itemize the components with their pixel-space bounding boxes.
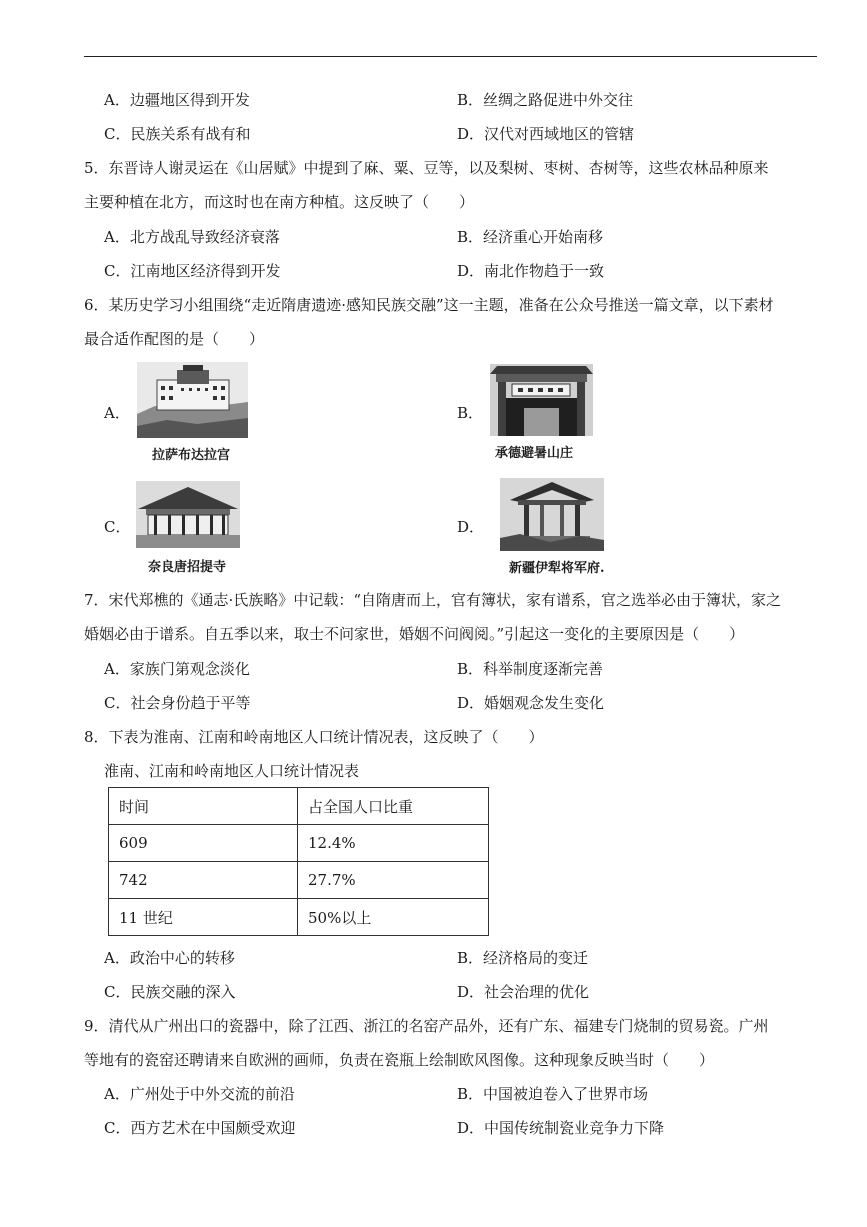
option-letter: B． (457, 660, 484, 678)
table-cell: 609 (109, 825, 298, 862)
option-text: 政治中心的转移 (129, 949, 235, 967)
population-table (108, 787, 489, 936)
q8-option-b[interactable] (457, 948, 588, 968)
option-text: 社会身份趋于平等 (130, 694, 251, 712)
option-text: 科举制度逐渐完善 (483, 660, 604, 678)
q4-option-a[interactable] (104, 90, 250, 110)
q6-option-a-caption: 拉萨布达拉宫 (152, 448, 231, 463)
option-text: 经济格局的变迁 (483, 949, 589, 967)
option-letter: A． (104, 1085, 130, 1103)
option-letter: B． (457, 228, 484, 246)
chengde-resort-photo[interactable] (490, 364, 593, 436)
option-letter: A． (104, 660, 130, 678)
q6-option-c-letter[interactable]: C． (104, 518, 131, 536)
option-letter: A． (104, 228, 130, 246)
q5-stem-line-2: 主要种植在北方，而这时也在南方种植。这反映了（ ） (84, 193, 475, 211)
q4-option-d[interactable] (457, 124, 634, 144)
option-text: 北方战乱导致经济衰落 (129, 228, 280, 246)
table-cell: 12.4% (298, 825, 489, 862)
q7-option-c[interactable] (104, 693, 251, 713)
option-text: 西方艺术在中国颇受欢迎 (130, 1119, 296, 1137)
potala-palace-photo[interactable] (137, 362, 248, 438)
q6-option-b-caption: 承德避暑山庄 (495, 446, 574, 461)
q9-stem-line-1: 9．清代从广州出口的瓷器中，除了江西、浙江的名窑产品外，还有广东、福建专门烧制的贸易瓷。广州 (84, 1017, 769, 1035)
table-row (109, 862, 489, 899)
option-letter: D． (457, 125, 485, 143)
q4-option-c[interactable] (104, 124, 251, 144)
table-cell: 50%以上 (298, 899, 489, 936)
option-text: 家族门第观念淡化 (129, 660, 250, 678)
q6-option-c-caption: 奈良唐招提寺 (148, 560, 227, 575)
table-header-row (109, 788, 489, 825)
table-header-cell: 占全国人口比重 (298, 788, 489, 825)
q9-option-b[interactable] (457, 1084, 648, 1104)
table-cell: 11 世纪 (109, 899, 298, 936)
q5-option-a[interactable] (104, 227, 280, 247)
q8-option-d[interactable] (457, 982, 589, 1002)
option-text: 江南地区经济得到开发 (130, 262, 281, 280)
option-letter: A． (104, 91, 130, 109)
q8-option-c[interactable] (104, 982, 236, 1002)
option-letter: B． (457, 949, 484, 967)
q6-option-d-letter[interactable]: D． (457, 518, 485, 536)
option-letter: A． (104, 949, 130, 967)
q5-option-d[interactable] (457, 261, 604, 281)
option-text: 经济重心开始南移 (483, 228, 604, 246)
q8-option-a[interactable] (104, 948, 235, 968)
q6-option-d-caption: 新疆伊犁将军府. (509, 561, 605, 576)
q6-option-a-letter[interactable]: A． (104, 404, 130, 422)
option-text: 社会治理的优化 (484, 983, 590, 1001)
table-row (109, 825, 489, 862)
header-rule (84, 56, 817, 57)
table-cell: 742 (109, 862, 298, 899)
q6-option-b-letter[interactable]: B． (457, 404, 484, 422)
option-letter: C． (104, 262, 131, 280)
option-text: 民族关系有战有和 (130, 125, 251, 143)
option-letter: C． (104, 1119, 131, 1137)
option-text: 边疆地区得到开发 (129, 91, 250, 109)
q9-option-a[interactable] (104, 1084, 295, 1104)
q8-table-title: 淮南、江南和岭南地区人口统计情况表 (104, 762, 360, 780)
yili-mansion-photo[interactable] (500, 478, 604, 551)
q9-option-c[interactable] (104, 1118, 296, 1138)
option-text: 婚姻观念发生变化 (484, 694, 605, 712)
option-letter: C． (104, 125, 131, 143)
toshodaiji-temple-photo[interactable] (136, 481, 240, 548)
q7-option-b[interactable] (457, 659, 603, 679)
q7-stem-line-1: 7．宋代郑樵的《通志·氏族略》中记载：“自隋唐而上，官有簿状，家有谱系，官之选举必由于簿状，家之 (84, 591, 781, 609)
option-text: 南北作物趋于一致 (484, 262, 605, 280)
option-letter: D． (457, 694, 485, 712)
option-text: 中国被迫卷入了世界市场 (483, 1085, 649, 1103)
option-letter: B． (457, 1085, 484, 1103)
q5-option-c[interactable] (104, 261, 281, 281)
option-letter: C． (104, 694, 131, 712)
option-text: 广州处于中外交流的前沿 (129, 1085, 295, 1103)
option-letter: C． (104, 983, 131, 1001)
table-row (109, 899, 489, 936)
option-text: 中国传统制瓷业竞争力下降 (484, 1119, 665, 1137)
table-cell: 27.7% (298, 862, 489, 899)
q7-option-a[interactable] (104, 659, 250, 679)
option-text: 民族交融的深入 (130, 983, 236, 1001)
q7-stem-line-2: 婚姻必由于谱系。自五季以来，取士不问家世，婚姻不问阀阅。”引起这一变化的主要原因是（ ） (84, 625, 745, 643)
option-text: 丝绸之路促进中外交往 (483, 91, 634, 109)
option-letter: D． (457, 1119, 485, 1137)
q6-stem-line-1: 6．某历史学习小组围绕“走近隋唐遗迹·感知民族交融”这一主题，准备在公众号推送一篇文章，以下素材 (84, 296, 774, 314)
q4-option-b[interactable] (457, 90, 633, 110)
q5-stem-line-1: 5．东晋诗人谢灵运在《山居赋》中提到了麻、粟、豆等，以及梨树、枣树、杏树等，这些农林品种原来 (84, 159, 769, 177)
option-letter: D． (457, 262, 485, 280)
table-header-cell: 时间 (109, 788, 298, 825)
q9-stem-line-2: 等地有的瓷窑还聘请来自欧洲的画师，负责在瓷瓶上绘制欧风图像。这种现象反映当时（ ） (84, 1051, 715, 1069)
option-text: 汉代对西域地区的管辖 (484, 125, 635, 143)
q8-stem-line-1: 8．下表为淮南、江南和岭南地区人口统计情况表，这反映了（ ） (84, 728, 544, 746)
q7-option-d[interactable] (457, 693, 604, 713)
q6-stem-line-2: 最合适作配图的是（ ） (84, 330, 265, 348)
q5-option-b[interactable] (457, 227, 603, 247)
option-letter: B． (457, 91, 484, 109)
option-letter: D． (457, 983, 485, 1001)
q9-option-d[interactable] (457, 1118, 664, 1138)
